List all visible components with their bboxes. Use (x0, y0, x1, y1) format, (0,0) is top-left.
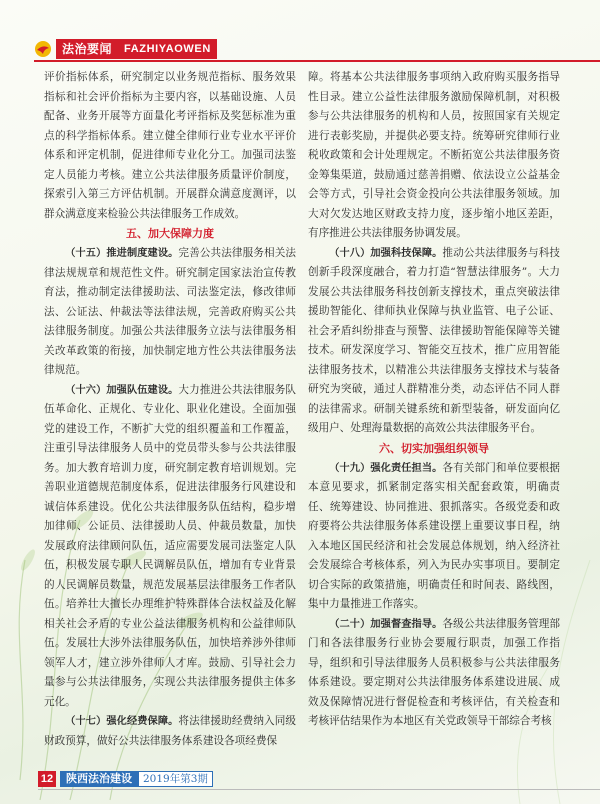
section-heading-5: 五、加大保障力度 (126, 227, 214, 240)
paragraph-15 (44, 244, 296, 381)
section-heading-6: 六、切实加强组织领导 (379, 441, 489, 455)
paragraph-19-lead: （十九）强化责任担当。 (329, 462, 443, 474)
paragraph-19 (308, 459, 560, 615)
paragraph-15-lead: （十五）推进制度建设。 (65, 248, 179, 259)
paragraph-15-text: 完善公共法律服务相关法律法规规章和规范性文件。研究制定国家法治宣传教育法，推动制定法律援助法、司法鉴定法，修改律师法、公证法、仲裁法等法律法规，完善政府购买公共法律服务制度。加强公共法律服务立法与法律服务相关改革政策的衔接，加快制定地方性公共法律服务法律规范。 (44, 247, 297, 376)
paragraph-18-text: 推动公共法律服务与科技创新手段深度融合，着力打造“智慧法律服务”。大力发展公共法律服务科技创新支撑技术，重点突破法律援助智能化、律师执业保障与执业监管、电子公证、社会矛盾纠纷排查与预警、法律援助智能保障等关键技术。研发深度学习、智能交互技术，推广应用智能法律服务技术，以精准公共法律服务支撑技术与装备研究为突破，通过人群精准分类，动态评估不同人群的法律需求。研制关键系统和新型装备，研发面向亿级用户、处理海量数据的高效公共法律服务平台。 (308, 246, 561, 434)
paragraph-16-lead: （十六）加强队伍建设。 (65, 384, 179, 396)
paragraph-16 (44, 381, 296, 713)
magazine-name: 陕西法治建设 (60, 771, 138, 787)
page-number: 12 (38, 771, 56, 787)
paragraph-18-lead: （十八）加强科技保障。 (329, 247, 443, 259)
paragraph-17-lead: （十七）强化经费保障。 (65, 716, 179, 727)
section-logo-icon (34, 40, 52, 58)
paragraph-20-text: 各级公共法律服务管理部门和各法律服务行业协会要履行职责，加强工作指导，组织和引导法律服务人员积极参与公共法律服务体系建设。要定期对公共法律服务体系建设进展、成效及保障情况进行督促检查和考核评估，有关检查和考核评估结果作为本地区有关党政领导干部综合考核 (308, 617, 561, 727)
section-title: 法治要闻 (56, 39, 118, 59)
left-column (44, 68, 296, 751)
paragraph-20-lead: （二十）加强督查指导。 (329, 618, 443, 630)
paragraph-17 (44, 712, 296, 751)
page-header (0, 38, 600, 60)
right-column (308, 68, 560, 732)
section-title-english: FAZHIYAOWEN (118, 39, 217, 59)
paragraph: 评价指标体系，研究制定以业务规范指标、服务效果指标和社会评价指标为主要内容，以基础设施、人员配备、业务开展等方面量化考评指标及奖惩标准为重点的科学指标体系。建立健全律师行业专业水平评价体系和评定机制，促进律师专业化分工。加强司法鉴定人员能力考核。建立公共法律服务质量评价制度，探索引入第三方评估机制。开展群众满意度测评，以群众满意度来检验公共法律服务工作成效。 (44, 71, 296, 220)
header-divider (34, 60, 600, 62)
paragraph-18 (308, 244, 560, 439)
paragraph: 障。将基本公共法律服务事项纳入政府购买服务指导性目录。建立公益性法律服务激励保障机制，对积极参与公共法律服务的机构和人员，按照国家有关规定进行表彰奖励，并提供必要支持。统筹研究律师行业税收政策和会计处理规定。不断拓宽公共法律服务资金筹集渠道，鼓励通过慈善捐赠、依法设立公益基金会等方式，引导社会资金投向公共法律服务领域。加大对欠发达地区财政支持力度，逐步缩小地区差距，有序推进公共法律服务协调发展。 (308, 71, 560, 239)
paragraph-17-text: 将法律援助经费纳入同级财政预算，做好公共法律服务体系建设各项经费保 (44, 715, 297, 747)
page-footer (0, 764, 600, 804)
paragraph-19-text: 各有关部门和单位要根据本意见要求，抓紧制定落实相关配套政策，明确责任、统筹建设、协同推进、狠抓落实。各级党委和政府要将公共法律服务体系建设摆上重要议事日程，纳入本地区国民经济和社会发展总体规划，纳入经济社会发展综合考核体系，列入为民办实事项目。要制定切合实际的政策措施，明确责任和时间表、路线图，集中力量推进工作落实。 (308, 461, 561, 610)
footer-divider (38, 789, 600, 790)
paragraph-20 (308, 615, 560, 732)
paragraph-16-text: 大力推进公共法律服务队伍革命化、正规化、专业化、职业化建设。全面加强党的建设工作，不断扩大党的组织覆盖和工作覆盖，注重引导法律服务人员中的党员带头参与公共法律服务。加大教育培训力度，研究制定教育培训规划。完善职业道德规范制度体系，促进法律服务行风建设和诚信体系建设。优化公共法律服务队伍结构，稳步增加律师、公证员、法律援助人员、仲裁员数量，加快发展政府法律顾问队伍，适应需要发展司法鉴定人队伍，积极发展专职人民调解员队伍，增加有专业背景的人民调解员数量，规范发展基层法律服务工作者队伍。培养壮大擅长办理维护特殊群体合法权益及化解相关社会矛盾的专业公益法律服务机构和公益律师队伍。发展壮大涉外法律服务队伍，加快培养涉外律师领军人才，建立涉外律师人才库。鼓励、引导社会力量参与公共法律服务，实现公共法律服务提供主体多元化。 (44, 383, 297, 708)
issue-label: 2019年第3期 (138, 771, 213, 787)
